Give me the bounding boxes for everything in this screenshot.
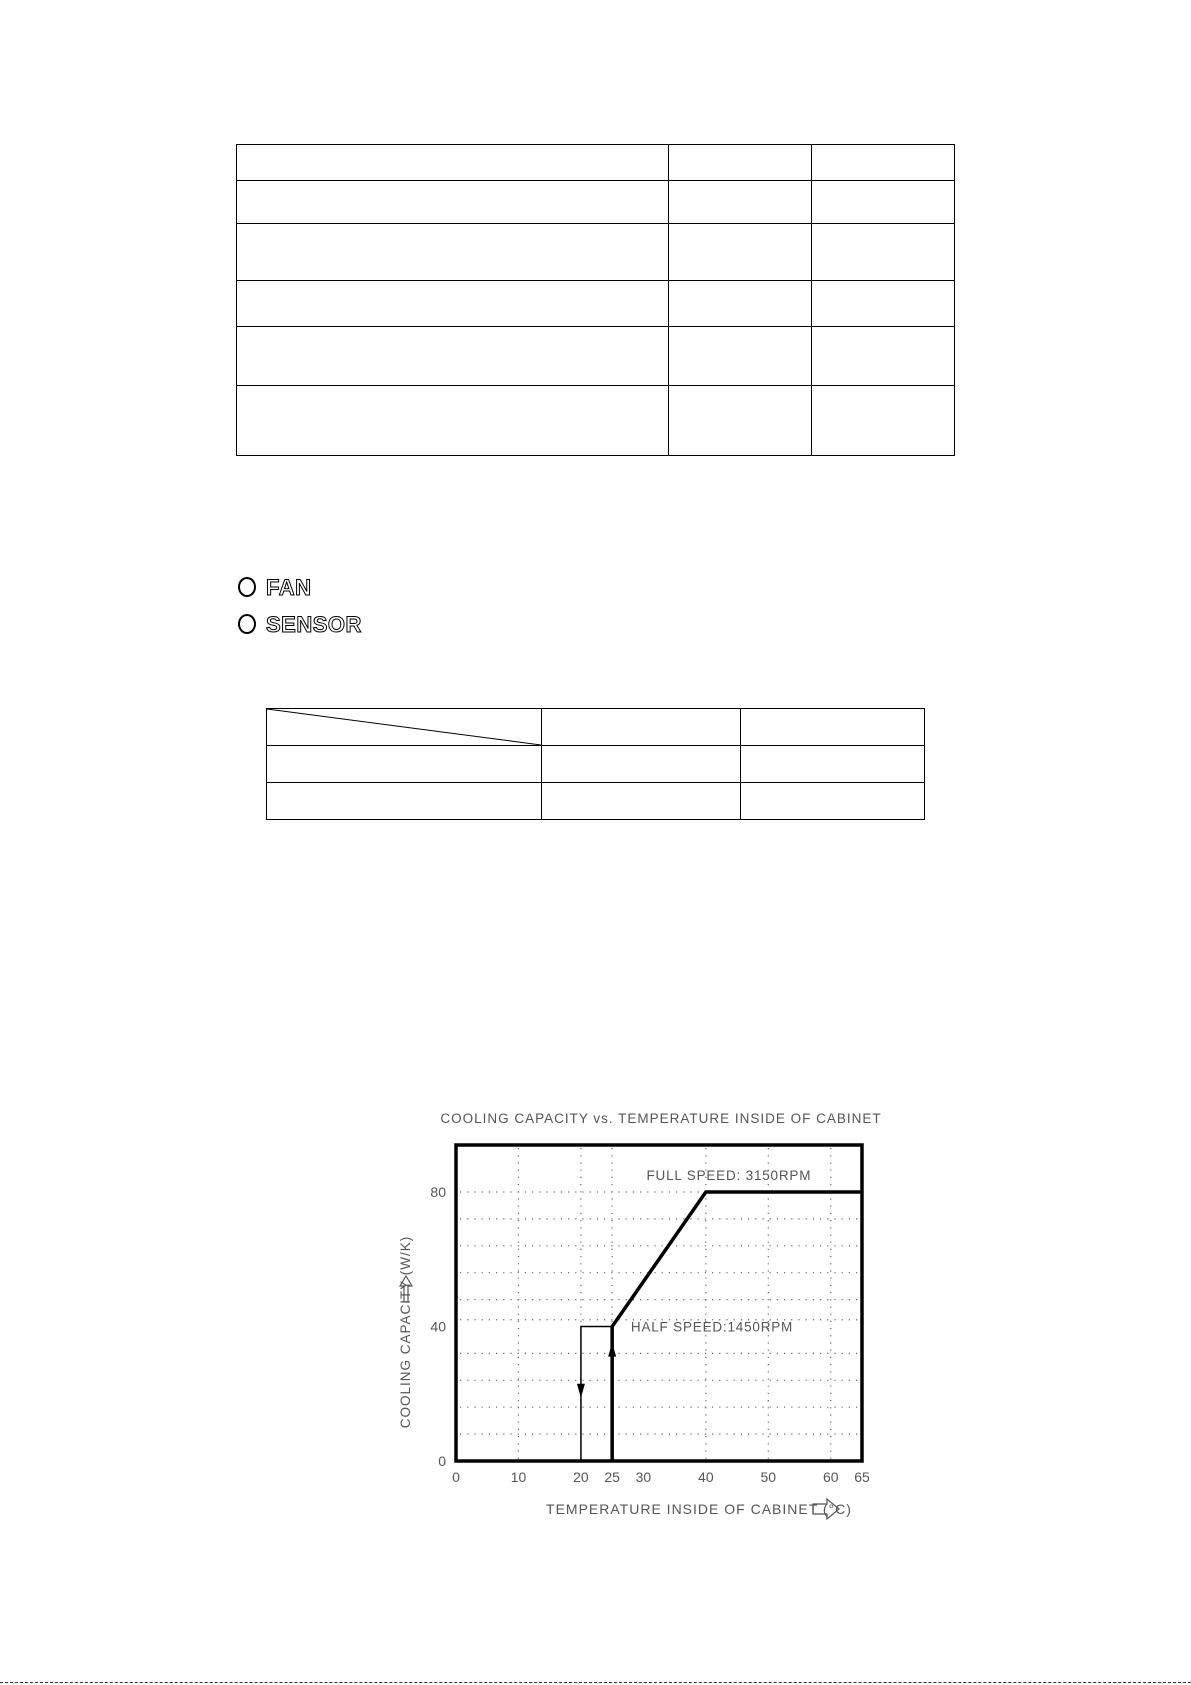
x-tick-label: 40 [698, 1469, 714, 1485]
table-row [267, 783, 925, 820]
legend-item-sensor [238, 612, 362, 638]
table-row [237, 386, 955, 456]
table-cell [669, 281, 812, 327]
table-cell [237, 327, 669, 386]
table-cell [741, 783, 925, 820]
page-bottom-rule [0, 1682, 1191, 1683]
table-cell [237, 281, 669, 327]
table-cell [741, 709, 925, 746]
x-axis-label: TEMPERATURE INSIDE OF CABINET (°C) [546, 1501, 852, 1517]
down-arrowhead-icon [577, 1384, 585, 1398]
table-row [237, 224, 955, 281]
table-cell [812, 386, 955, 456]
table-cell [812, 181, 955, 224]
table-cell [542, 709, 741, 746]
diagonal-line [267, 709, 541, 745]
chart-grid [460, 1148, 858, 1459]
cooling-capacity-chart [380, 1100, 900, 1530]
table-cell [237, 145, 669, 181]
table-row [267, 746, 925, 783]
x-tick-label: 20 [573, 1469, 589, 1485]
x-tick-label: 25 [604, 1469, 620, 1485]
y-tick-label: 80 [430, 1184, 446, 1200]
sensor-table [266, 708, 925, 820]
table-row [267, 709, 925, 746]
circle-icon [238, 614, 256, 634]
table-row [237, 327, 955, 386]
series-line-return [581, 1327, 612, 1462]
circle-icon [238, 577, 256, 597]
table-cell [669, 145, 812, 181]
x-tick-label: 10 [510, 1469, 527, 1485]
annotation-full-speed: FULL SPEED: 3150RPM [646, 1168, 812, 1184]
table-cell [267, 746, 542, 783]
up-arrowhead-icon [608, 1343, 616, 1357]
legend-label: SENSOR [266, 612, 362, 637]
x-tick-label: 30 [635, 1469, 652, 1485]
diagonal-header-cell [267, 709, 542, 746]
table-cell [812, 224, 955, 281]
annotation-half-speed: HALF SPEED:1450RPM [630, 1319, 794, 1335]
x-tick-label: 65 [854, 1469, 870, 1485]
table-row [237, 281, 955, 327]
table-cell [812, 281, 955, 327]
table-cell [542, 783, 741, 820]
table-cell [267, 783, 542, 820]
chart-title: COOLING CAPACITY vs. TEMPERATURE INSIDE OF CABINET [440, 1111, 882, 1126]
table-cell [669, 224, 812, 281]
legend-item-fan [238, 575, 312, 601]
table-cell [542, 746, 741, 783]
x-tick-label: 50 [760, 1469, 777, 1485]
chart-ticks [430, 1184, 870, 1485]
x-tick-label: 0 [452, 1469, 460, 1485]
table-cell [237, 224, 669, 281]
table-cell [237, 386, 669, 456]
table-cell [812, 145, 955, 181]
x-tick-label: 60 [822, 1469, 839, 1485]
table-cell [237, 181, 669, 224]
spec-table [236, 144, 955, 456]
y-axis-label: COOLING CAPACITY (W/K) [398, 1235, 413, 1429]
table-cell [669, 327, 812, 386]
legend-label: FAN [266, 575, 312, 600]
table-cell [669, 386, 812, 456]
table-row [237, 181, 955, 224]
table-cell [741, 746, 925, 783]
table-cell [812, 327, 955, 386]
table-row [237, 145, 955, 181]
y-tick-label: 40 [430, 1318, 446, 1335]
y-tick-label: 0 [438, 1453, 446, 1469]
table-cell [669, 181, 812, 224]
